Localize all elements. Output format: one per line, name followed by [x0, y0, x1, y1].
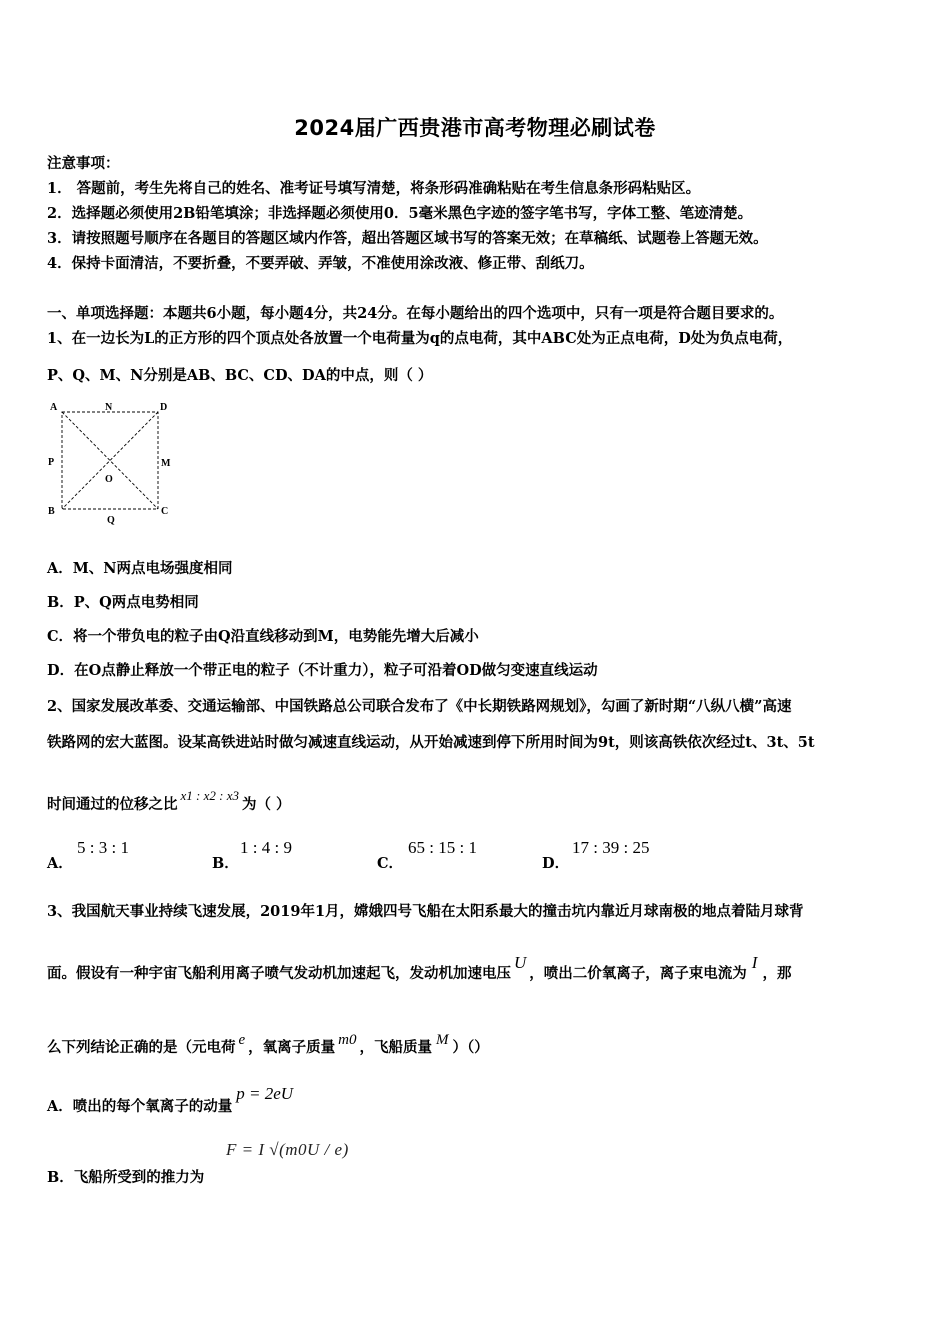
figure-label-m: M [161, 458, 171, 469]
figure-label-a: A [50, 402, 58, 413]
question-2-option-c-value: 65 : 15 : 1 [408, 838, 477, 857]
question-2-option-d-letter: D． [542, 855, 570, 872]
page-title: 2024届广西贵港市高考物理必刷试卷 [294, 116, 656, 140]
question-3-line-2-c: ，那 [762, 965, 792, 982]
figure-label-p: P [48, 457, 55, 468]
question-3-option-a [47, 1084, 294, 1116]
thrust-formula: F = I √(m0U / e) [226, 1140, 349, 1159]
question-2-option-a-letter: A． [47, 855, 73, 872]
question-3-option-b [47, 1166, 204, 1187]
question-1-option-c: C．将一个带负电的粒子由Q沿直线移动到M，电势能先增大后减小 [47, 628, 479, 645]
question-2-option-b-letter: B． [212, 855, 239, 872]
question-3-line-1: 3、我国航天事业持续飞速发展，2019年1月，嫦娥四号飞船在太阳系最大的撞击坑内靠近月球南极的地点着陆月球背 [47, 903, 804, 920]
question-2-option-d-value: 17 : 39 : 25 [572, 838, 650, 857]
question-3-option-b-text: B．飞船所受到的推力为 [47, 1169, 205, 1186]
notice-item: 4．保持卡面清洁，不要折叠，不要弄破、弄皱，不准使用涂改液、修正带、刮纸刀。 [47, 255, 594, 272]
ship-mass-symbol: M [436, 1032, 449, 1048]
question-2-line-3-prefix: 时间通过的位移之比 [47, 796, 178, 813]
ion-mass-symbol: m0 [338, 1032, 357, 1048]
question-1-line-2: P、Q、M、N分别是AB、BC、CD、DA的中点，则（ ） [47, 367, 433, 384]
figure-label-n: N [105, 402, 113, 413]
notice-item: 1． 答题前，考生先将自己的姓名、准考证号填写清楚，将条形码准确粘贴在考生信息条形码粘贴区。 [47, 180, 701, 197]
figure-label-c: C [161, 506, 169, 517]
question-1-option-b: B．P、Q两点电势相同 [47, 594, 199, 611]
question-2-option-b-value: 1 : 4 : 9 [240, 838, 292, 857]
figure-label-o: O [105, 474, 113, 485]
question-2-line-2: 铁路网的宏大蓝图。设某高铁进站时做匀减速直线运动，从开始减速到停下所用时间为9t，则该高铁依次经过t、3t、5t [47, 734, 815, 751]
question-2-option-a-value: 5 : 3 : 1 [77, 838, 129, 857]
question-2-line-3 [47, 788, 291, 814]
question-3-line-3-b: ，氧离子质量 [248, 1039, 336, 1056]
question-2-line-1: 2、国家发展改革委、交通运输部、中国铁路总公司联合发布了《中长期铁路网规划》，勾画了新时期“八纵八横”高速 [47, 698, 792, 715]
question-3-line-3 [47, 1032, 489, 1057]
notice-item: 2．选择题必须使用2B铅笔填涂；非选择题必须使用0．5毫米黑色字迹的签字笔书写，字体工整、笔迹清楚。 [47, 205, 753, 222]
figure-label-q: Q [107, 515, 115, 526]
charge-symbol: e [238, 1032, 246, 1048]
question-1-option-a: A．M、N两点电场强度相同 [47, 560, 233, 577]
question-2-option-c-letter: C． [377, 855, 404, 872]
figure-label-d: D [160, 402, 168, 413]
displacement-ratio-expression: x1 : x2 : x3 [180, 788, 239, 803]
question-1-option-d: D．在O点静止释放一个带正电的粒子（不计重力），粒子可沿着OD做匀变速直线运动 [47, 662, 598, 679]
voltage-symbol: U [514, 953, 527, 972]
current-symbol: I [751, 953, 758, 972]
question-3-option-a-text: A．喷出的每个氧离子的动量 [47, 1098, 233, 1115]
question-1-line-1: 1、在一边长为L的正方形的四个顶点处各放置一个电荷量为q的点电荷，其中ABC处为正点电荷，D处为负点电荷， [47, 330, 793, 347]
question-3-line-2-a: 面。假设有一种宇宙飞船利用离子喷气发动机加速起飞，发动机加速电压 [47, 965, 511, 982]
square-charge-figure [44, 398, 184, 528]
question-3-line-3-d: ）（） [452, 1039, 489, 1056]
section-heading: 一、单项选择题：本题共6小题，每小题4分，共24分。在每小题给出的四个选项中，只有一项是符合题目要求的。 [47, 305, 784, 322]
question-2-line-3-suffix: 为（ ） [241, 796, 291, 813]
notice-item: 3．请按照题号顺序在各题目的答题区域内作答，超出答题区域书写的答案无效；在草稿纸、试题卷上答题无效。 [47, 230, 768, 247]
notice-heading: 注意事项： [47, 155, 120, 172]
momentum-formula: p = 2eU [236, 1084, 294, 1103]
question-3-line-3-a: 么下列结论正确的是（元电荷 [47, 1039, 236, 1056]
question-3-line-2 [47, 953, 792, 983]
question-3-line-3-c: ，飞船质量 [359, 1039, 433, 1056]
question-3-line-2-b: ，喷出二价氧离子，离子束电流为 [529, 965, 747, 982]
figure-label-b: B [48, 506, 55, 517]
